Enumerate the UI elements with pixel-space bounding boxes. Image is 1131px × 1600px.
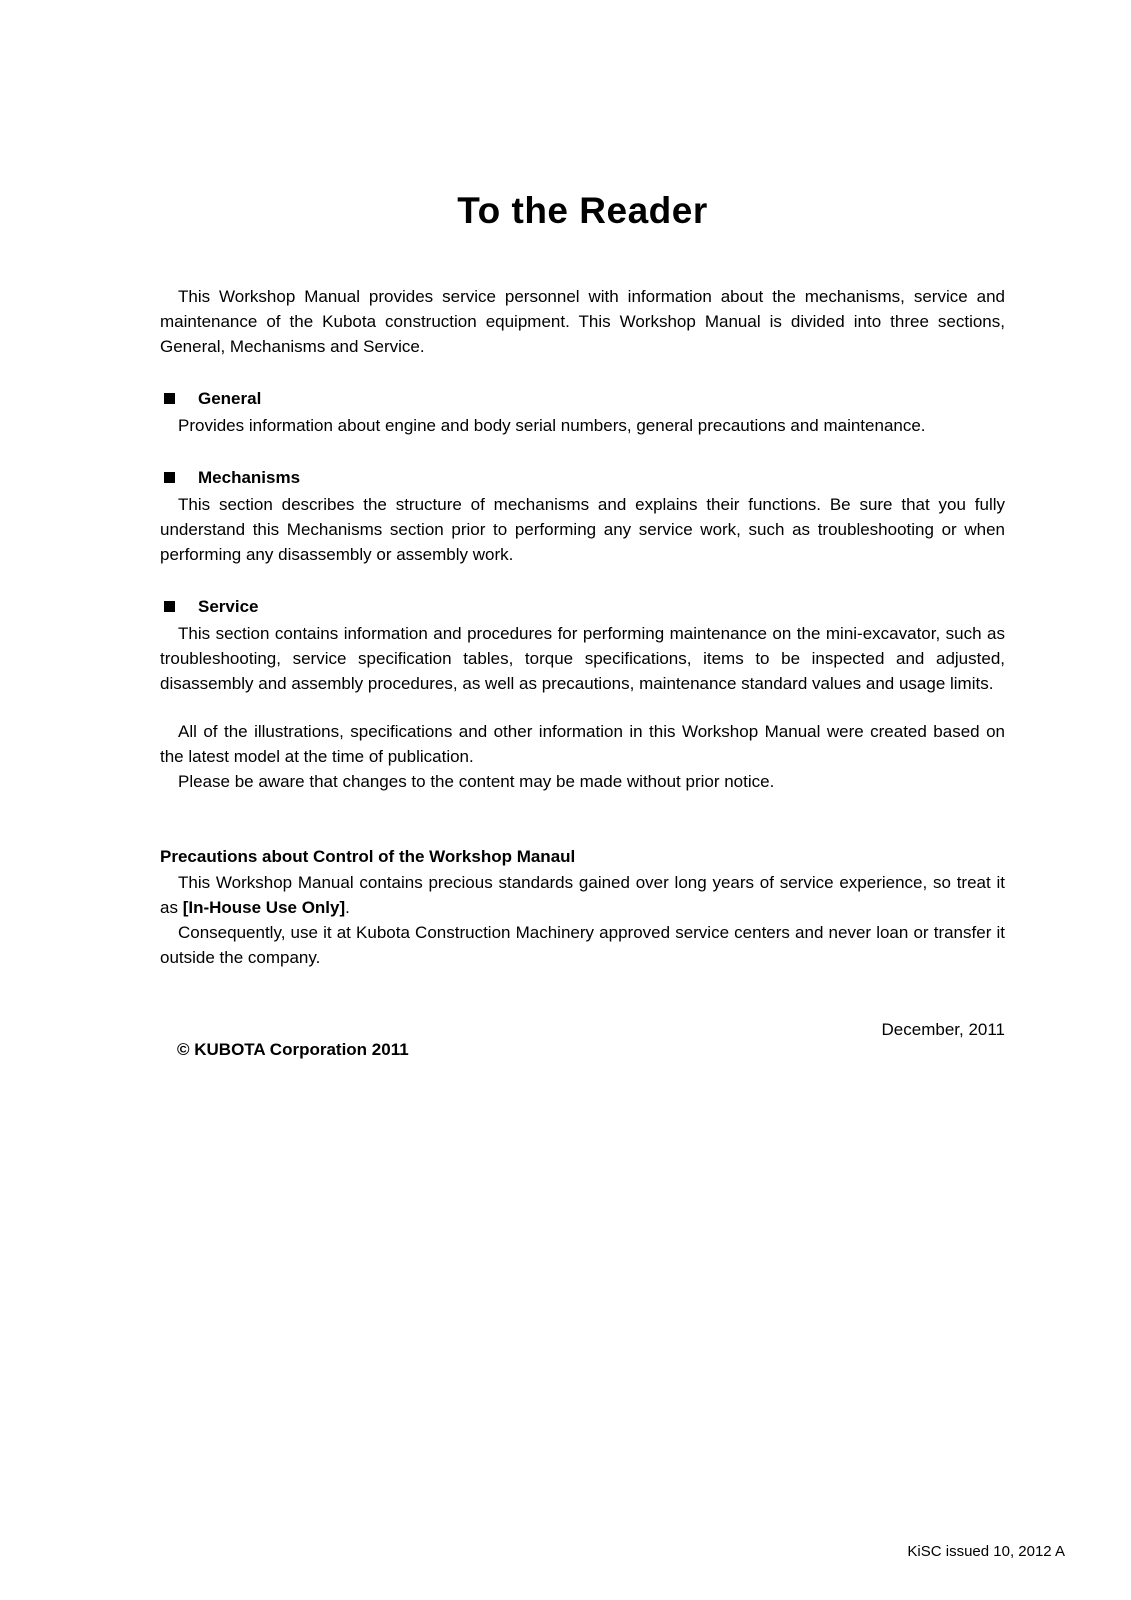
section-heading-label: Service [198, 597, 259, 616]
bullet-square-icon [164, 393, 175, 404]
bullet-square-icon [164, 472, 175, 483]
section-service-body: This section contains information and procedures for performing maintenance on the mini-excavator, such as troubleshooting, service specification tables, torque specifications, items to be inspected and adjusted, disassembly and assembly procedures, as well as precautions, maintenance standard values and usage limits. [160, 624, 1005, 693]
footer-issue-note: KiSC issued 10, 2012 A [907, 1543, 1065, 1560]
intro-block [160, 284, 1005, 359]
section-heading-label: General [198, 389, 262, 408]
bullet-square-icon [164, 601, 175, 612]
note-paragraph-changes: Please be aware that changes to the content may be made without prior notice. [178, 772, 775, 791]
section-general-body: Provides information about engine and body serial numbers, general precautions and maintenance. [178, 416, 926, 435]
section-general [160, 386, 1005, 438]
intro-paragraph: This Workshop Manual provides service personnel with information about the mechanisms, service and maintenance of the Kubota construction equipment. This Workshop Manual is divided into three sections, General, Mechanisms and Service. [160, 287, 1005, 356]
precautions-heading: Precautions about Control of the Workshop Manaul [160, 847, 576, 866]
precautions-paragraph-1 [160, 870, 1005, 920]
in-house-use-only-emphasis: [In-House Use Only] [182, 898, 346, 917]
section-service [160, 594, 1005, 696]
notes-block [160, 719, 1005, 794]
precautions-paragraph-2: Consequently, use it at Kubota Construction Machinery approved service centers and never loan or transfer it outside the company. [160, 923, 1005, 967]
copyright-notice: © KUBOTA Corporation 2011 [177, 1040, 409, 1059]
publication-date: December, 2011 [881, 1020, 1005, 1039]
precautions-text-after: . [345, 898, 350, 917]
section-heading-label: Mechanisms [198, 468, 301, 487]
section-mechanisms-heading [164, 465, 1005, 490]
section-service-heading [164, 594, 1005, 619]
document-page [160, 0, 1005, 1060]
note-paragraph-illustrations: All of the illustrations, specifications and other information in this Workshop Manual were created based on the latest model at the time of publication. [160, 722, 1005, 766]
section-mechanisms [160, 465, 1005, 567]
precautions-text-before: This Workshop Manual contains precious standards gained over long years of service experience, so treat it as [160, 873, 1005, 917]
section-general-heading [164, 386, 1005, 411]
precautions-block [160, 844, 1005, 970]
section-mechanisms-body: This section describes the structure of mechanisms and explains their functions. Be sure that you fully understand this Mechanisms section prior to performing any service work, such as troubleshooting or when performing any disassembly or assembly work. [160, 495, 1005, 564]
page-title: To the Reader [457, 190, 708, 231]
